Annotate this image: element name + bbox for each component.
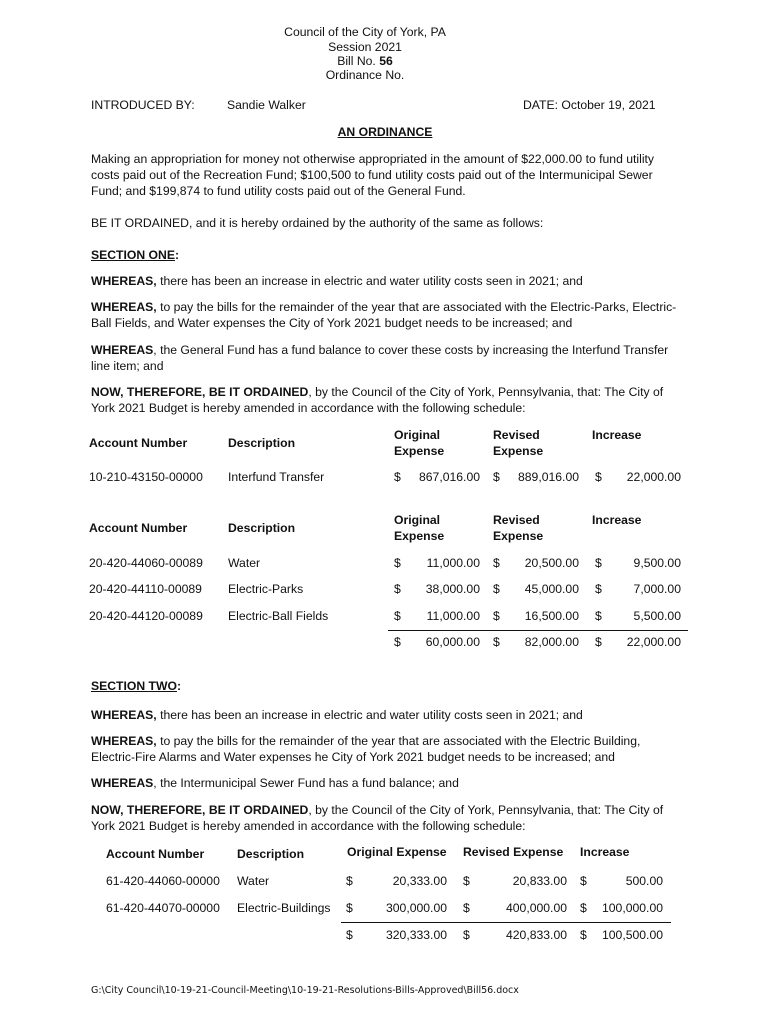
currency-symbol: $	[580, 901, 587, 915]
t2-r1-description: Water	[228, 556, 261, 570]
council-title: Council of the City of York, PA	[284, 25, 446, 39]
section-two-heading: SECTION TWO:	[91, 679, 182, 693]
summary-paragraph: Making an appropriation for money not otherwise appropriated in the amount of $22,000.00 to fund utility costs paid out of the Recreation Fund; $100,500 to fund utility costs paid out of the Intermunicipal Sewer Fund; and $199,874 to fund utility costs paid out of the General Fund.	[91, 152, 655, 198]
t3-header-account: Account Number	[106, 847, 205, 861]
currency-symbol: $	[394, 556, 401, 570]
bill-number-line	[0, 54, 730, 68]
t3-r2-increase: 100,000.00	[602, 901, 663, 915]
t2-header-increase: Increase	[592, 513, 642, 527]
t1-header-account: Account Number	[89, 436, 188, 450]
t3-header-original: Original Expense	[347, 845, 447, 859]
section-one-now-therefore: NOW, THEREFORE, BE IT ORDAINED, by the Council of the City of York, Pennsylvania, that: The City of York 2021 Budget is hereby amended in accordance with the following schedule:	[91, 385, 664, 415]
currency-symbol: $	[595, 470, 602, 484]
t2-r3-revised: 16,500.00	[524, 609, 579, 623]
t3-r1-increase: 500.00	[625, 874, 663, 888]
t3-r2-description: Electric-Buildings	[237, 901, 331, 915]
currency-symbol: $	[493, 556, 500, 570]
t1-header-description: Description	[228, 436, 296, 450]
currency-symbol: $	[346, 901, 353, 915]
introduced-by-name: Sandie Walker	[227, 98, 306, 112]
section-one-heading: SECTION ONE:	[91, 248, 180, 262]
file-path-footer: G:\City Council\10-19-21-Council-Meeting\10-19-21-Resolutions-Bills-Approved\Bill56.docx	[91, 985, 519, 996]
bill-number: 56	[379, 54, 393, 68]
t1-header-increase: Increase	[592, 428, 642, 442]
t2-r3-description: Electric-Ball Fields	[228, 609, 329, 623]
date-line: DATE: October 19, 2021	[523, 98, 656, 112]
t3-r1-revised: 20,833.00	[512, 874, 567, 888]
section-one-whereas-3: WHEREAS, the General Fund has a fund balance to cover these costs by increasing the Interfund Transfer line item; and	[91, 343, 669, 373]
t2-header-original: Original Expense	[394, 513, 445, 543]
section-two-whereas-2: WHEREAS, to pay the bills for the remainder of the year that are associated with the Electric Building, Electric-Fire Alarms and Water expenses he City of York 2021 budget needs to be increased; and	[91, 734, 641, 764]
t2-r1-increase: 9,500.00	[633, 556, 681, 570]
ordinance-title: AN ORDINANCE	[337, 125, 433, 139]
currency-symbol: $	[493, 582, 500, 596]
section-two-whereas-3: WHEREAS, the Intermunicipal Sewer Fund has a fund balance; and	[91, 776, 459, 790]
currency-symbol: $	[595, 556, 602, 570]
t1-r1-revised: 889,016.00	[518, 470, 579, 484]
ordinance-number-line: Ordinance No.	[325, 68, 405, 82]
currency-symbol: $	[493, 470, 500, 484]
bill-prefix: Bill No.	[337, 54, 380, 68]
currency-symbol: $	[394, 635, 401, 649]
t2-r2-account: 20-420-44110-00089	[89, 582, 202, 596]
t3-total-divider	[341, 922, 671, 923]
t3-header-increase: Increase	[580, 845, 630, 859]
currency-symbol: $	[394, 582, 401, 596]
t3-total-revised: 420,833.00	[506, 928, 567, 942]
t2-total-divider	[388, 630, 688, 631]
t3-r1-account: 61-420-44060-00000	[106, 874, 220, 888]
currency-symbol: $	[394, 609, 401, 623]
section-two-now-therefore: NOW, THEREFORE, BE IT ORDAINED, by the Council of the City of York, Pennsylvania, that: The City of York 2021 Budget is hereby amended in accordance with the following schedule:	[91, 803, 664, 833]
currency-symbol: $	[580, 928, 587, 942]
t2-r3-increase: 5,500.00	[633, 609, 681, 623]
t2-total-increase: 22,000.00	[626, 635, 681, 649]
introduced-by-label: INTRODUCED BY:	[91, 98, 195, 112]
t3-total-original: 320,333.00	[386, 928, 447, 942]
t3-r2-original: 300,000.00	[386, 901, 447, 915]
t3-r1-original: 20,333.00	[392, 874, 447, 888]
t1-r1-description: Interfund Transfer	[228, 470, 325, 484]
ordained-paragraph: BE IT ORDAINED, and it is hereby ordained by the authority of the same as follows:	[91, 216, 544, 230]
t2-r3-account: 20-420-44120-00089	[89, 609, 203, 623]
currency-symbol: $	[463, 901, 470, 915]
t2-header-description: Description	[228, 521, 296, 535]
section-one-whereas-2: WHEREAS, to pay the bills for the remainder of the year that are associated with the Electric-Parks, Electric-Ball Fields, and Water expenses the City of York 2021 budget needs to be increased; and	[91, 300, 677, 330]
currency-symbol: $	[580, 874, 587, 888]
session-line: Session 2021	[328, 40, 402, 54]
t3-header-description: Description	[237, 847, 305, 861]
currency-symbol: $	[595, 635, 602, 649]
t2-r2-revised: 45,000.00	[524, 582, 579, 596]
t2-r1-original: 11,000.00	[426, 556, 480, 570]
currency-symbol: $	[346, 928, 353, 942]
currency-symbol: $	[595, 582, 602, 596]
t1-header-original: Original Expense	[394, 428, 445, 458]
currency-symbol: $	[394, 470, 401, 484]
section-one-whereas-1: WHEREAS, there has been an increase in electric and water utility costs seen in 2021; and	[91, 274, 583, 288]
currency-symbol: $	[493, 609, 500, 623]
t1-r1-original: 867,016.00	[419, 470, 480, 484]
t1-r1-account: 10-210-43150-00000	[89, 470, 203, 484]
t1-r1-increase: 22,000.00	[626, 470, 681, 484]
t3-total-increase: 100,500.00	[602, 928, 663, 942]
t1-header-revised: Revised Expense	[493, 428, 544, 458]
currency-symbol: $	[493, 635, 500, 649]
t2-r1-revised: 20,500.00	[524, 556, 579, 570]
t2-r2-original: 38,000.00	[425, 582, 480, 596]
t2-total-original: 60,000.00	[425, 635, 480, 649]
currency-symbol: $	[463, 928, 470, 942]
t2-total-revised: 82,000.00	[524, 635, 579, 649]
t2-header-account: Account Number	[89, 521, 188, 535]
t3-r2-account: 61-420-44070-00000	[106, 901, 220, 915]
t2-r2-increase: 7,000.00	[633, 582, 681, 596]
currency-symbol: $	[346, 874, 353, 888]
currency-symbol: $	[595, 609, 602, 623]
t3-r1-description: Water	[237, 874, 270, 888]
currency-symbol: $	[463, 874, 470, 888]
t2-header-revised: Revised Expense	[493, 513, 544, 543]
t3-header-revised: Revised Expense	[463, 845, 564, 859]
t3-r2-revised: 400,000.00	[506, 901, 567, 915]
t2-r2-description: Electric-Parks	[228, 582, 304, 596]
t2-r3-original: 11,000.00	[426, 609, 480, 623]
t2-r1-account: 20-420-44060-00089	[89, 556, 203, 570]
section-two-whereas-1: WHEREAS, there has been an increase in electric and water utility costs seen in 2021; and	[91, 708, 583, 722]
